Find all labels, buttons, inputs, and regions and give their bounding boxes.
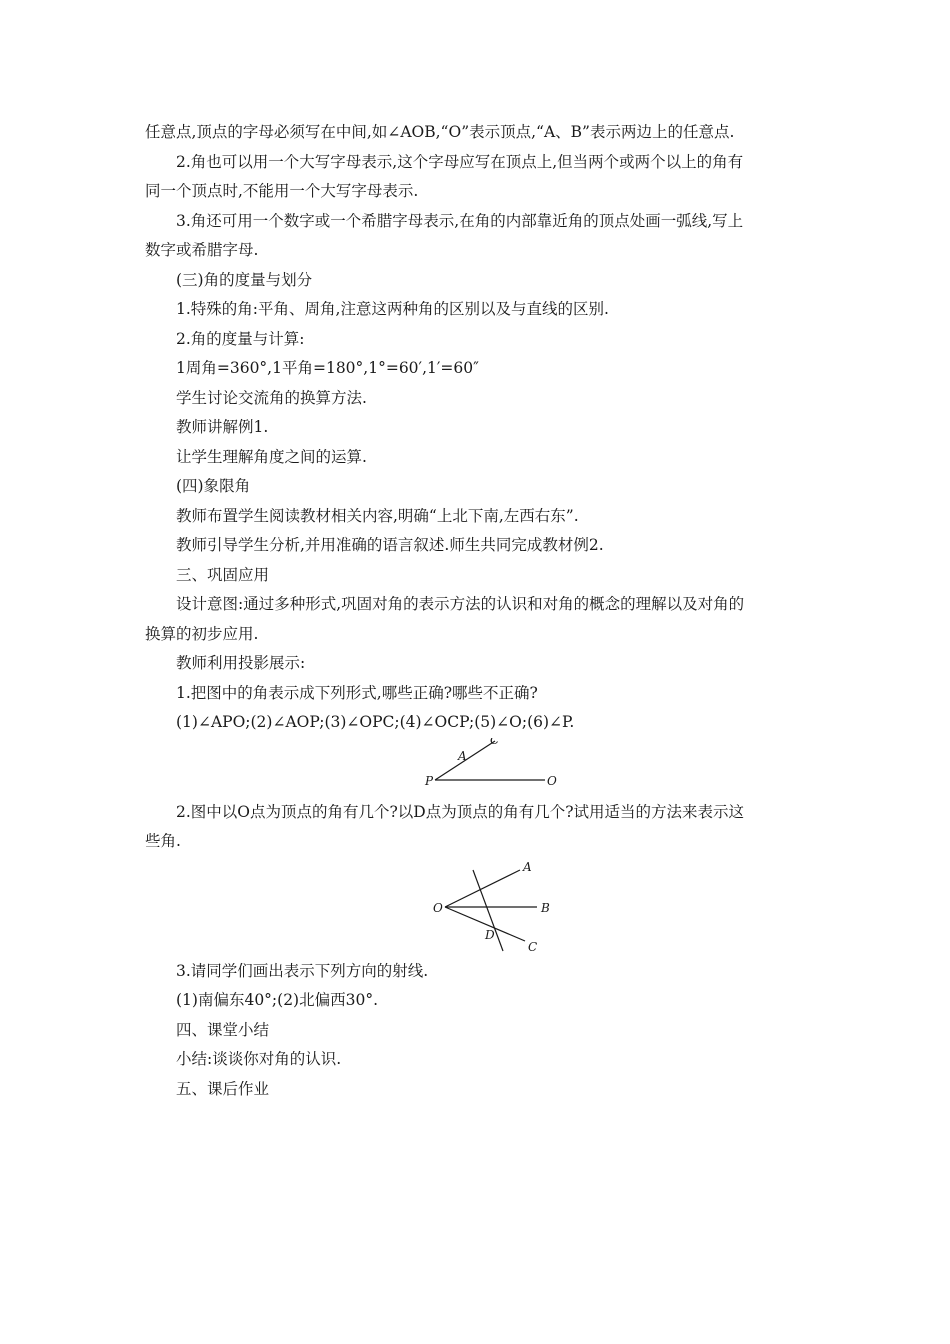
label-o: O xyxy=(547,773,557,788)
text-line: 设计意图:通过多种形式,巩固对角的表示方法的认识和对角的概念的理解以及对角的 xyxy=(176,595,745,613)
text-line: 教师讲解例1. xyxy=(176,418,269,436)
text-line: 些角. xyxy=(145,832,181,850)
ray-oa xyxy=(445,870,520,907)
section-heading: 三、巩固应用 xyxy=(176,565,270,584)
question-line: 1.把图中的角表示成下列形式,哪些正确?哪些不正确? xyxy=(176,683,538,702)
text-line: 教师利用投影展示: xyxy=(176,654,306,672)
text-line: 小结:谈谈你对角的认识. xyxy=(176,1050,342,1068)
label-o: O xyxy=(433,900,443,915)
section-heading: 四、课堂小结 xyxy=(176,1020,270,1039)
text-line: 换算的初步应用. xyxy=(145,624,259,643)
label-b: B xyxy=(541,900,550,915)
figure-angles-od xyxy=(145,857,800,957)
question-line: 2.图中以O点为顶点的角有几个?以D点为顶点的角有几个?试用适当的方法来表示这 xyxy=(176,802,745,821)
formula-line: 1周角=360°,1平角=180°,1°=60′,1′=60″ xyxy=(176,359,479,377)
label-a: A xyxy=(523,859,532,874)
text-line: 1.特殊的角:平角、周角,注意这两种角的区别以及与直线的区别. xyxy=(176,300,609,318)
text-line: 同一个顶点时,不能用一个大写字母表示. xyxy=(145,182,419,200)
label-d: D xyxy=(485,927,495,942)
section-heading: 五、课后作业 xyxy=(176,1079,270,1098)
document-body xyxy=(145,118,800,1104)
text-line: 3.角还可用一个数字或一个希腊字母表示,在角的内部靠近角的顶点处画一弧线,写上 xyxy=(176,211,744,230)
question-options: (1)南偏东40°;(2)北偏西30°. xyxy=(176,991,379,1009)
text-line: 教师布置学生阅读教材相关内容,明确“上北下南,左西右东”. xyxy=(176,506,579,525)
question-line: 3.请同学们画出表示下列方向的射线. xyxy=(176,961,429,980)
question-options: (1)∠APO;(2)∠AOP;(3)∠OPC;(4)∠OCP;(5)∠O;(6)∠P. xyxy=(176,713,575,731)
label-c: C xyxy=(490,737,500,747)
text-line: 教师引导学生分析,并用准确的语言叙述.师生共同完成教材例2. xyxy=(176,536,604,554)
text-line: 2.角的度量与计算: xyxy=(176,329,305,348)
text-line: 任意点,顶点的字母必须写在中间,如∠AOB,“O”表示顶点,“A、B”表示两边上的任意点. xyxy=(145,123,735,141)
figure-angle-apo-drawing xyxy=(145,738,800,798)
section-heading: (三)角的度量与划分 xyxy=(176,270,313,289)
label-c: C xyxy=(528,939,538,954)
label-a: A xyxy=(458,748,467,763)
text-line: 让学生理解角度之间的运算. xyxy=(176,447,367,466)
text-line: 数字或希腊字母. xyxy=(145,241,259,259)
label-p: P xyxy=(425,773,434,788)
text-line: 学生讨论交流角的换算方法. xyxy=(176,388,367,407)
figure-angle-apo xyxy=(145,738,800,798)
section-heading: (四)象限角 xyxy=(176,477,251,495)
figure-angles-od-drawing xyxy=(145,857,800,957)
text-line: 2.角也可以用一个大写字母表示,这个字母应写在顶点上,但当两个或两个以上的角有 xyxy=(176,152,744,171)
